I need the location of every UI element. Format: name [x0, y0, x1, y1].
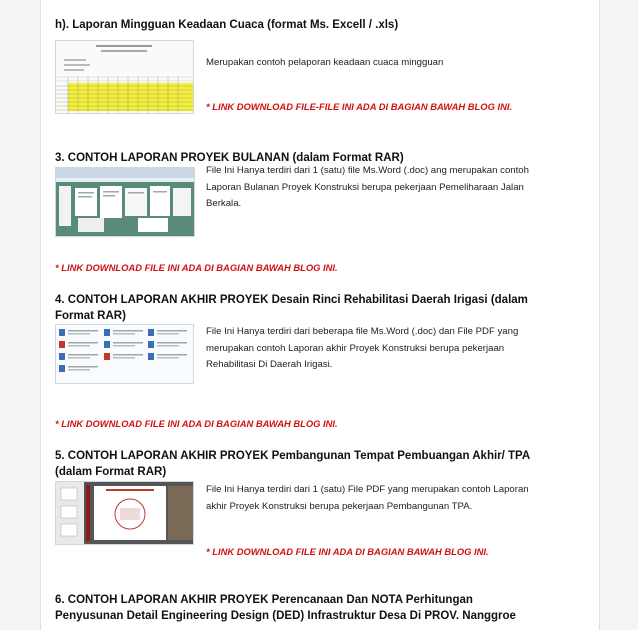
- section-5-description: [206, 482, 529, 515]
- section-4-description-line: Rehabilitasi Di Daerah Irigasi.: [206, 359, 333, 370]
- excel-thumbnail-graphic: [56, 41, 193, 113]
- section-4-title-line: Format RAR): [55, 310, 126, 322]
- section-4-description-line: merupakan contoh Laporan akhir Proyek Konstruksi berupa pekerjaan: [206, 342, 505, 354]
- section-6-title-line: 6. CONTOH LAPORAN AKHIR PROYEK Perencanaan Dan NOTA Perhitungan: [55, 594, 473, 606]
- section-4-title-line: 4. CONTOH LAPORAN AKHIR PROYEK Desain Rinci Rehabilitasi Daerah Irigasi (dalam: [55, 294, 528, 306]
- section-5-title: [55, 448, 530, 480]
- section-5-title-line: 5. CONTOH LAPORAN AKHIR PROYEK Pembangunan Tempat Pembuangan Akhir/ TPA: [55, 450, 531, 462]
- document-page: [40, 0, 600, 630]
- section-4-download-link[interactable]: * LINK DOWNLOAD FILE INI ADA DI BAGIAN BAWAH BLOG INI.: [55, 418, 338, 429]
- section-6-title-line: Penyusunan Detail Engineering Design (DED) Infrastruktur Desa Di PROV. Nanggroe: [55, 610, 516, 622]
- section-3-description-line: Berkala.: [206, 198, 242, 209]
- section-6-title: [55, 592, 516, 624]
- section-5-download-link[interactable]: * LINK DOWNLOAD FILE INI ADA DI BAGIAN BAWAH BLOG INI.: [206, 546, 489, 557]
- section-3-description: [206, 163, 529, 213]
- word-thumbnail-graphic: [56, 168, 194, 236]
- section-4-description-line: File Ini Hanya terdiri dari beberapa file Ms.Word (.doc) dan File PDF yang: [206, 326, 519, 337]
- section-h-title: h). Laporan Mingguan Keadaan Cuaca (format Ms. Excell / .xls): [55, 19, 399, 31]
- section-h-description: Merupakan contoh pelaporan keadaan cuaca mingguan: [206, 57, 444, 68]
- pdf-viewer-thumbnail: [55, 481, 194, 545]
- section-h-download-link[interactable]: * LINK DOWNLOAD FILE-FILE INI ADA DI BAGIAN BAWAH BLOG INI.: [206, 101, 513, 112]
- section-3-download-link[interactable]: * LINK DOWNLOAD FILE INI ADA DI BAGIAN BAWAH BLOG INI.: [55, 262, 338, 273]
- section-5-description-line: akhir Proyek Konstruksi berupa pekerjaan Pembangunan TPA.: [206, 500, 473, 512]
- section-3-title: 3. CONTOH LAPORAN PROYEK BULANAN (dalam Format RAR): [55, 152, 404, 164]
- section-5-description-line: File Ini Hanya terdiri dari 1 (satu) File PDF yang merupakan contoh Laporan: [206, 484, 529, 495]
- file-list-thumbnail: [55, 324, 194, 384]
- section-4-description: [206, 324, 518, 374]
- excel-spreadsheet-thumbnail: [55, 40, 194, 114]
- word-document-thumbnail: [55, 167, 195, 237]
- section-3-description-line: File Ini Hanya terdiri dari 1 (satu) file Ms.Word (.doc) ang merupakan contoh: [206, 165, 529, 176]
- pdf-thumbnail-graphic: [56, 482, 193, 544]
- file-list-thumbnail-graphic: [56, 325, 193, 383]
- section-3-description-line: Laporan Bulanan Proyek Konstruksi berupa pekerjaan Pemeliharaan Jalan: [206, 181, 524, 193]
- section-5-title-line: (dalam Format RAR): [55, 466, 167, 478]
- section-4-title: [55, 292, 528, 324]
